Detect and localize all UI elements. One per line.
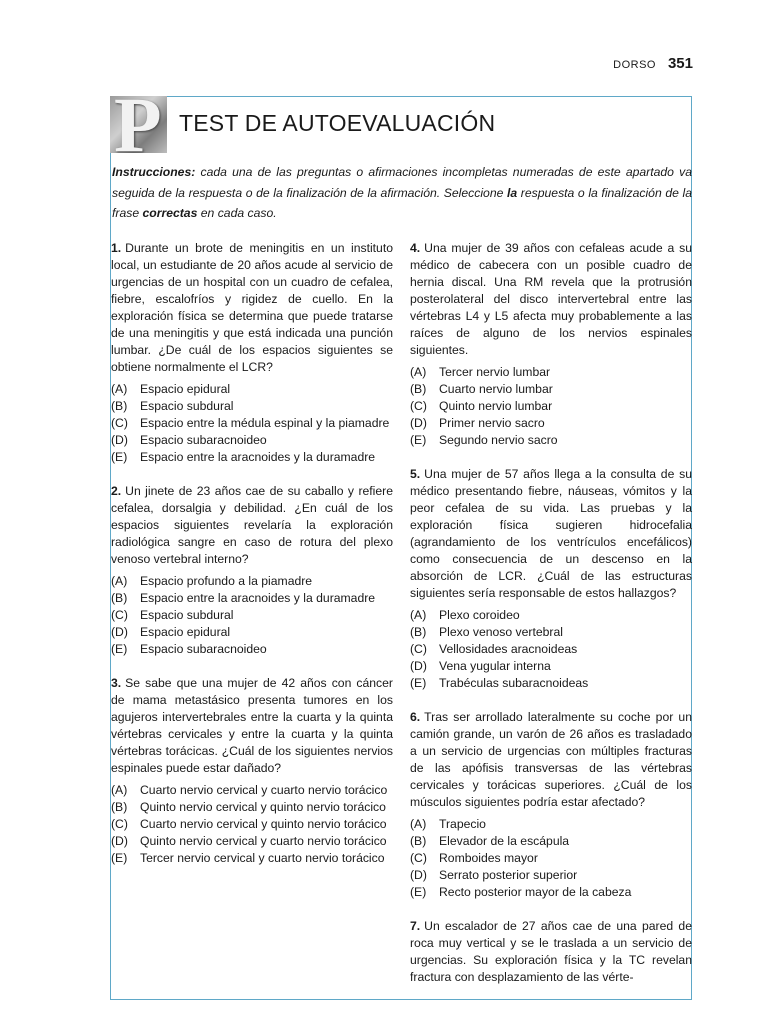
option: (A) Espacio epidural <box>111 382 231 396</box>
question-number: 1. <box>111 241 122 255</box>
option: (D) Espacio subaracnoideo <box>111 433 267 447</box>
question-number: 3. <box>111 676 122 690</box>
question-2 <box>111 483 393 658</box>
question-6 <box>410 709 692 901</box>
question-number: 4. <box>410 241 421 255</box>
question-text: Un escalador de 27 años cae de una pared de roca muy vertical y se le traslada a un servicio de urgencias. Su exploración física y la TC revelan fractura con desplazamiento de las vérte- <box>410 919 692 984</box>
option: (C) Vellosidades aracnoideas <box>410 642 578 656</box>
options <box>410 816 692 901</box>
option: (B) Elevador de la escápula <box>410 834 570 848</box>
option: (B) Cuarto nervio lumbar <box>410 382 553 396</box>
question-text: Se sabe que una mujer de 42 años con cáncer de mama metastásico presenta tumores en los agujeros intervertebrales entre la cuarta y la quinta vértebras cervicales y entre la cuarta y la quinta vértebras torácicas. ¿Cuál de los siguientes nervios espinales puede estar dañado? <box>111 676 393 775</box>
option: (C) Espacio entre la médula espinal y la piamadre <box>111 416 390 430</box>
option: (E) Espacio subaracnoideo <box>111 642 267 656</box>
option: (E) Trabéculas subaracnoideas <box>410 676 589 690</box>
instructions-label: Instrucciones: <box>112 165 196 179</box>
question-1 <box>111 240 393 466</box>
question-text: Durante un brote de meningitis en un instituto local, un estudiante de 20 años acude al servicio de urgencias de un hospital con un cuadro de cefalea, fiebre, escalofríos y rigidez de cuello. En la exploración física se determina que puede tratarse de una meningitis y que está indicada una punción lumbar. ¿De cuál de los espacios siguientes se obtiene normalmente el LCR? <box>111 241 393 374</box>
page-title: TEST DE AUTOEVALUACIÓN <box>179 110 496 136</box>
instructions: Instrucciones: cada una de las preguntas o afirmaciones incompletas numeradas de este apartado va seguida de la respuesta o de la finalización de la afirmación. Seleccione la respuesta o la finalización de la frase correctas en cada caso. <box>112 165 692 220</box>
option: (A) Plexo coroideo <box>410 608 520 622</box>
question-number: 7. <box>410 919 421 933</box>
right-column <box>410 240 692 1003</box>
option: (E) Espacio entre la aracnoides y la duramadre <box>111 450 376 464</box>
option: (C) Cuarto nervio cervical y quinto nervio torácico <box>111 817 387 831</box>
question-text: Tras ser arrollado lateralmente su coche por un camión grande, un varón de 26 años es trasladado a un servicio de urgencias con múltiples fracturas de las apófisis transversas de las vértebras cervicales y torácicas superiores. ¿Cuál de los músculos siguientes podría estar afectado? <box>410 710 692 809</box>
option: (B) Plexo venoso vertebral <box>410 625 563 639</box>
option: (A) Tercer nervio lumbar <box>410 365 551 379</box>
section-name: DORSO <box>613 59 656 71</box>
option: (D) Espacio epidural <box>111 625 231 639</box>
option: (C) Espacio subdural <box>111 608 234 622</box>
options <box>111 381 393 466</box>
question-text: Una mujer de 57 años llega a la consulta de su médico presentando fiebre, náuseas, vómitos y la peor cefalea de su vida. Las pruebas y la exploración física sugieren hidrocefalia (agrandamiento de los ventrículos encefálicos) como consecuencia de un descenso en la absorción de LCR. ¿Cuál de las estructuras siguientes sería responsable de estos hallazgos? <box>410 467 692 600</box>
question-number: 5. <box>410 467 421 481</box>
logo-letter: P <box>114 96 162 153</box>
option: (E) Segundo nervio sacro <box>410 433 558 447</box>
section-logo <box>110 96 167 153</box>
option: (A) Cuarto nervio cervical y cuarto nervio torácico <box>111 783 388 797</box>
option: (E) Recto posterior mayor de la cabeza <box>410 885 632 899</box>
option: (D) Quinto nervio cervical y cuarto nervio torácico <box>111 834 387 848</box>
option: (C) Quinto nervio lumbar <box>410 399 553 413</box>
question-number: 2. <box>111 484 122 498</box>
options <box>111 573 393 658</box>
option: (C) Romboides mayor <box>410 851 538 865</box>
page-number: 351 <box>667 55 693 72</box>
options <box>410 364 692 449</box>
question-5 <box>410 466 692 692</box>
option: (B) Espacio subdural <box>111 399 234 413</box>
option: (D) Serrato posterior superior <box>410 868 578 882</box>
question-text: Un jinete de 23 años cae de su caballo y refiere cefalea, dorsalgia y debilidad. ¿En cuál de los espacios siguientes revelaría la exploración radiológica sangre en caso de rotura del plexo venoso vertebral interno? <box>111 484 393 566</box>
option: (B) Quinto nervio cervical y quinto nervio torácico <box>111 800 386 814</box>
options <box>111 782 393 867</box>
left-column <box>111 240 393 884</box>
question-text: Una mujer de 39 años con cefaleas acude a su médico de cabecera con un posible cuadro de hernia discal. Una RM revela que la protrusión posterolateral del disco intervertebral entre las vértebras L4 y L5 afecta muy probablemente a las raíces de alguno de los nervios espinales siguientes. <box>410 241 692 357</box>
option: (E) Tercer nervio cervical y cuarto nervio torácico <box>111 851 385 865</box>
option: (D) Vena yugular interna <box>410 659 551 673</box>
question-4 <box>410 240 692 449</box>
question-7 <box>410 918 692 986</box>
option: (A) Espacio profundo a la piamadre <box>111 574 313 588</box>
option: (D) Primer nervio sacro <box>410 416 545 430</box>
running-header <box>613 55 693 72</box>
option: (A) Trapecio <box>410 817 486 831</box>
option: (B) Espacio entre la aracnoides y la duramadre <box>111 591 376 605</box>
options <box>410 607 692 692</box>
question-number: 6. <box>410 710 421 724</box>
question-3 <box>111 675 393 867</box>
